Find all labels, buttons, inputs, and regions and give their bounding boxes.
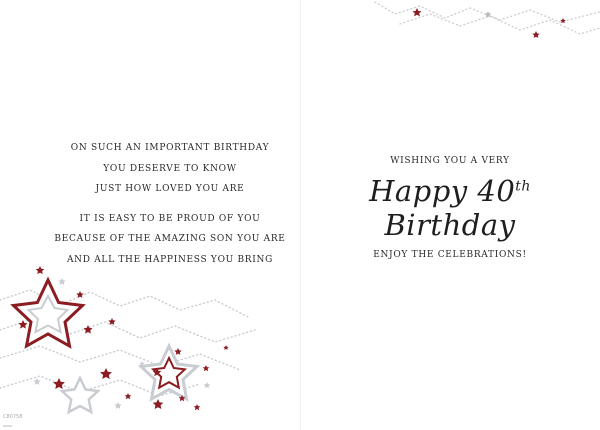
top-right-dotted-lines — [375, 2, 600, 34]
product-code: C80758 — [3, 414, 23, 420]
headline-happy: Happy 40 — [369, 174, 516, 208]
star-icon — [174, 348, 181, 355]
star-icon — [83, 325, 92, 334]
star-icon — [532, 31, 539, 38]
star-icon — [53, 378, 65, 389]
star-icon — [223, 345, 228, 350]
star-icon — [413, 8, 422, 16]
star-icon — [14, 280, 83, 346]
headline-birthday: Birthday — [384, 208, 516, 242]
star-icon — [204, 382, 211, 388]
greeting-intro: WISHING YOU A VERY — [390, 156, 510, 166]
star-icon — [62, 378, 98, 412]
star-icon — [203, 365, 210, 371]
star-icon — [560, 18, 566, 23]
star-icon — [114, 402, 121, 409]
greeting-closing: ENJOY THE CELEBRATIONS! — [373, 250, 527, 260]
star-icon — [141, 346, 197, 399]
verse-line: AND ALL THE HAPPINESS YOU BRING — [66, 254, 273, 265]
greeting-headline — [300, 174, 600, 242]
verse-line: BECAUSE OF THE AMAZING SON YOU ARE — [54, 234, 286, 244]
star-icon — [33, 378, 40, 385]
verse-block — [40, 138, 300, 270]
large-red-star — [14, 280, 83, 346]
star-icon — [125, 393, 132, 399]
star-icon — [153, 399, 164, 409]
star-icon — [100, 368, 112, 379]
star-icon — [58, 278, 65, 285]
star-icon — [194, 404, 201, 410]
greeting-block — [300, 150, 600, 260]
verse-line: YOU DESERVE TO KNOW — [103, 163, 237, 174]
headline-ordinal: th — [515, 178, 531, 195]
small-silver-star — [62, 378, 98, 412]
verse-line: JUST HOW LOVED YOU ARE — [95, 184, 245, 194]
silver-star-with-red — [141, 346, 197, 399]
verse-line: ON SUCH AN IMPORTANT BIRTHDAY — [70, 143, 270, 153]
verse-line: IT IS EASY TO BE PROUD OF YOU — [79, 213, 261, 224]
